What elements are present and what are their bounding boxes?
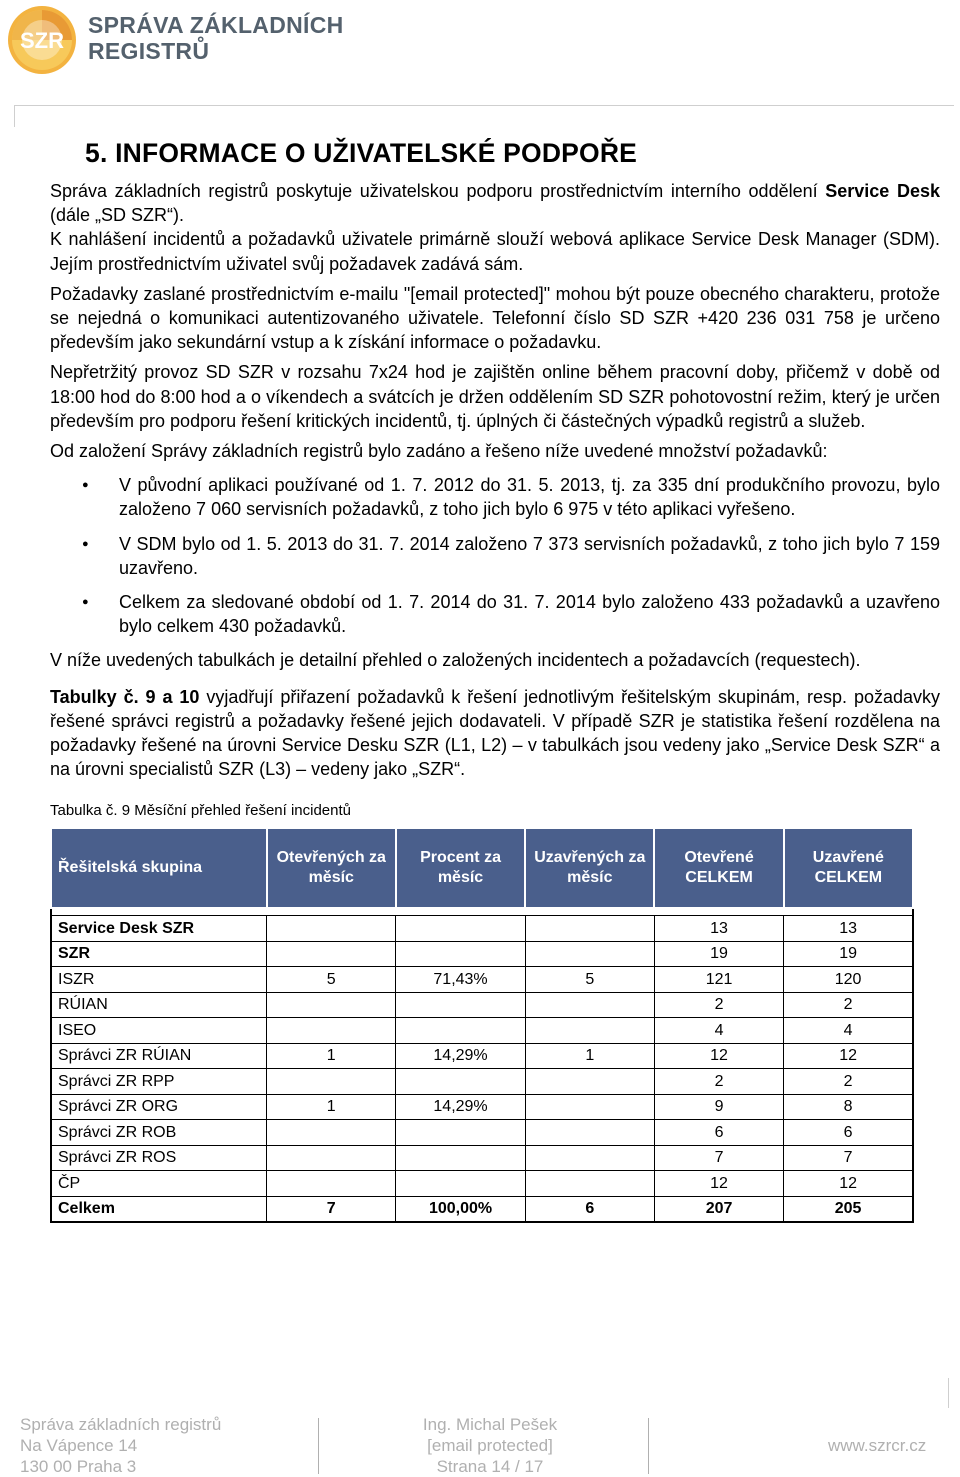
paragraph-operation: Nepřetržitý provoz SD SZR v rozsahu 7x24 hod je zajištěn online během pracovní doby, přičemž v době od 18:00 hod do 8:00 hod a o víkendech a svátcích je držen oddělením SD SZR pohotovostní režim, který je určen především pro podporu řešení kritických incidentů, tj. úplných či částečných výpadků registrů a služeb. [50,362,940,431]
table-cell-value [525,1145,654,1171]
paragraph-intro: Správa základních registrů poskytuje uživatelskou podporu prostřednictvím interního oddělení Service Desk (dále „SD SZR“). [50,181,941,226]
footer-divider [318,1418,319,1474]
szr-logo [6,4,78,81]
table-cell-value: 1 [267,1094,396,1120]
table-cell-value [396,992,525,1018]
bullet-list [50,473,940,638]
col-header: Otevřené CELKEM [654,828,783,908]
table-cell-value: 100,00% [396,1196,525,1222]
brand-line-2: REGISTRŮ [88,38,210,64]
table-cell-value: 207 [654,1196,783,1222]
table-cell-value [525,992,654,1018]
table-cell-group: ČP [51,1171,267,1197]
table-row [51,1171,913,1197]
incident-table [50,827,914,1223]
table-cell-value: 8 [784,1094,913,1120]
table-cell-group: SZR [51,941,267,967]
table-cell-value: 12 [654,1171,783,1197]
table-cell-value: 4 [784,1018,913,1044]
table-cell-value [267,992,396,1018]
footer-org: Správa základních registrů [20,1415,222,1434]
table-cell-value [396,941,525,967]
table-cell-value [267,1145,396,1171]
table-total-row [51,1196,913,1222]
col-header: Procent za měsíc [396,828,525,908]
table-cell-value: 5 [267,967,396,993]
paragraph-stats-intro: Od založení Správy základních registrů bylo zadáno a řešeno níže uvedené množství požadavků: [50,441,828,462]
col-header: Uzavřené CELKEM [784,828,913,908]
brand-line-1: SPRÁVA ZÁKLADNÍCH [88,12,344,38]
footer-page-number: Strana 14 / 17 [436,1457,544,1476]
table-caption: Tabulka č. 9 Měsíční přehled řešení incidentů [50,802,352,820]
table-cell-value: 4 [654,1018,783,1044]
col-header: Řešitelská skupina [51,828,267,908]
table-cell-group: ISEO [51,1018,267,1044]
table-cell-value: 5 [525,967,654,993]
footer-person: Ing. Michal Pešek [422,1415,558,1434]
table-cell-value [525,1069,654,1095]
footer-divider [648,1418,649,1474]
table-cell-value: 7 [267,1196,396,1222]
table-cell-value: 19 [784,941,913,967]
table-cell-value: 121 [654,967,783,993]
table-cell-value: 2 [784,992,913,1018]
section-title: 5. INFORMACE O UŽIVATELSKÉ PODPOŘE [85,138,638,168]
paragraph-tables-desc: Tabulky č. 9 a 10 vyjadřují přiřazení požadavků k řešení jednotlivým řešitelským skupinám, resp. požadavky řešené správci registrů a požadavky řešené jejich dodavateli. V případě SZR je statistika řešení rozdělena na požadavky řešené na úrovni Service Desku SZR (L1, L2) – v tabulkách jsou vedeny jako „Service Desk SZR“ a na úrovni specialistů SZR (L3) – vedeny jako „SZR“. [50,686,941,780]
table-row [51,1120,913,1146]
table-row [51,916,913,942]
table-cell-value [396,1069,525,1095]
table-cell-group: Správci ZR ROS [51,1145,267,1171]
table-cell-value: 1 [525,1043,654,1069]
table-cell-value: 205 [784,1196,913,1222]
table-cell-value: 12 [784,1171,913,1197]
table-cell-value: 71,43% [396,967,525,993]
footer-city: 130 00 Praha 3 [20,1457,137,1476]
paragraph-tables-intro: V níže uvedených tabulkách je detailní přehled o založených incidentech a požadavcích (requestech). [50,650,861,671]
paragraph-sdm: K nahlášení incidentů a požadavků uživatele primárně slouží webová aplikace Service Desk Manager (SDM). Jejím prostřednictvím uživatel svůj požadavek zadává sám. [50,229,940,274]
table-cell-value: 7 [784,1145,913,1171]
list-item: ● V původní aplikaci používané od 1. 7. 2012 do 31. 5. 2013, tj. za 335 dní produkčního provozu, bylo založeno 7 060 servisních požadavků, z toho jich bylo 6 975 v této aplikaci vyřešeno. [50,473,940,521]
table-cell-value: 6 [525,1196,654,1222]
list-item: ● Celkem za sledované období od 1. 7. 2014 do 31. 7. 2014 bylo založeno 433 požadavků a uzavřeno bylo celkem 430 požadavků. [50,590,940,638]
table-row [51,1018,913,1044]
table-cell-value [396,1120,525,1146]
table-cell-value [396,1171,525,1197]
table-cell-value [396,916,525,942]
corner-mark [948,1378,949,1408]
table-cell-value: 2 [654,992,783,1018]
paragraph-email: Požadavky zaslané prostřednictvím e-mailu "[email protected]" mohou být pouze obecného charakteru, protože se nejedná o komunikaci autentizovaného uživatele. Telefonní číslo SD SZR +420 236 031 758 je určeno především jako sekundární vstup a k získání informace o požadavku. [50,283,940,353]
table-cell-group: Správci ZR RÚIAN [51,1043,267,1069]
table-row [51,1145,913,1171]
table-cell-group: RÚIAN [51,992,267,1018]
table-cell-value [267,1018,396,1044]
table-cell-group: Service Desk SZR [51,916,267,942]
table-cell-value [525,1018,654,1044]
footer-address [20,1414,221,1477]
table-cell-value: 2 [784,1069,913,1095]
table-row [51,1069,913,1095]
table-cell-value: 13 [654,916,783,942]
table-cell-value: 13 [784,916,913,942]
table-cell-value [267,1171,396,1197]
table-cell-value: 120 [784,967,913,993]
header-divider [14,105,954,106]
col-header: Uzavřených za měsíc [525,828,654,908]
table-cell-value: 7 [654,1145,783,1171]
table-row [51,1043,913,1069]
table-cell-value [396,1145,525,1171]
table-cell-value [267,1120,396,1146]
table-cell-value [267,916,396,942]
table-cell-value: 19 [654,941,783,967]
table-cell-value: 12 [654,1043,783,1069]
table-cell-group: Správci ZR ORG [51,1094,267,1120]
table-cell-value [396,1018,525,1044]
table-cell-value: 12 [784,1043,913,1069]
logo-text: SZR [20,28,64,53]
table-row [51,967,913,993]
footer-street: Na Vápence 14 [20,1436,138,1455]
table-cell-value [267,1069,396,1095]
table-row [51,941,913,967]
table-cell-value [525,1094,654,1120]
table-cell-value: 9 [654,1094,783,1120]
page-content [50,138,940,1223]
table-cell-value: 1 [267,1043,396,1069]
table-cell-value: 2 [654,1069,783,1095]
table-cell-group: ISZR [51,967,267,993]
table-cell-value [525,916,654,942]
table-cell-value [525,1171,654,1197]
list-item: ● V SDM bylo od 1. 5. 2013 do 31. 7. 2014 založeno 7 373 servisních požadavků, z toho jich bylo 7 159 uzavřeno. [50,532,940,580]
table-cell-value: 6 [784,1120,913,1146]
table-row [51,1094,913,1120]
table-cell-value: 14,29% [396,1094,525,1120]
footer-contact [400,1414,580,1477]
table-row [51,992,913,1018]
table-cell-group: Správci ZR ROB [51,1120,267,1146]
table-cell-value: 14,29% [396,1043,525,1069]
table-cell-group: Celkem [51,1196,267,1222]
col-header: Otevřených za měsíc [267,828,396,908]
brand-name [88,12,344,64]
footer-web[interactable]: www.szrcr.cz [828,1436,927,1455]
table-cell-value: 6 [654,1120,783,1146]
header-tick [14,105,15,127]
table-header-row [51,828,913,908]
table-cell-group: Správci ZR RPP [51,1069,267,1095]
table-cell-value [525,1120,654,1146]
table-cell-value [525,941,654,967]
footer-email[interactable]: [email protected] [427,1436,553,1455]
table-cell-value [267,941,396,967]
